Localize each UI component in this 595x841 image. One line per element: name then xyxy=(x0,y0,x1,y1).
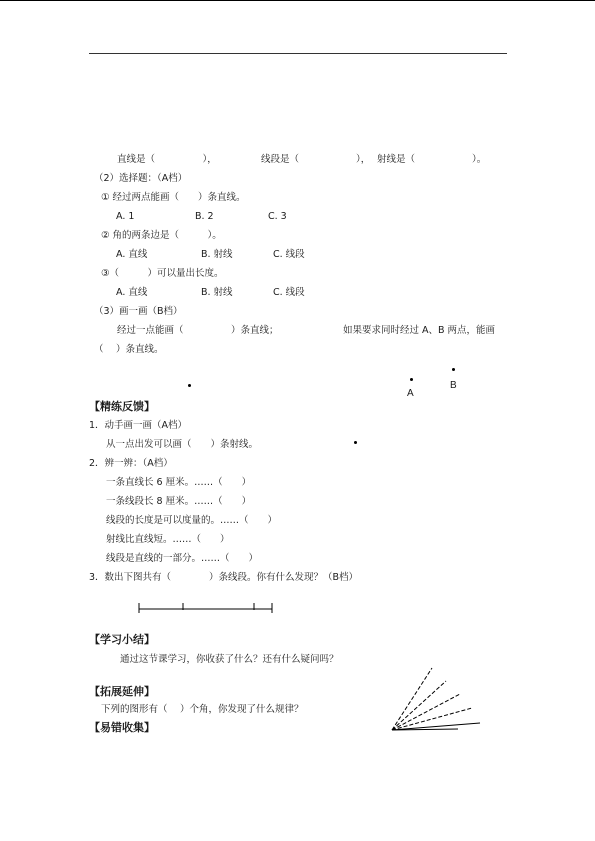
practice-item-1-title: 1．动手画一画（A档） xyxy=(89,420,188,431)
segment-count-figure xyxy=(136,600,276,614)
practice-heading: 【精练反馈】 xyxy=(89,400,155,413)
choice-3-option-b: B. 射线 xyxy=(201,287,233,298)
ray-origin-dot xyxy=(354,441,357,444)
practice-item-2-title: 2．辨一辨：（A档） xyxy=(89,458,173,469)
choice-section-title: （2）选择题：（A档） xyxy=(94,173,188,184)
summary-text: 通过这节课学习，你收获了什么？还有什么疑问吗？ xyxy=(120,654,339,665)
choice-2-option-c: C. 线段 xyxy=(273,249,305,260)
draw-section-title: （3）画一画（B档） xyxy=(94,306,183,317)
choice-question-1: ① 经过两点能画（ ）条直线。 xyxy=(101,192,246,203)
practice-item-1-text: 从一点出发可以画（ ）条射线。 xyxy=(106,439,259,450)
choice-1-option-b: B. 2 xyxy=(195,211,214,222)
point-a-label: A xyxy=(407,388,414,399)
single-point-dot xyxy=(188,384,191,387)
header-rule xyxy=(89,53,507,54)
ray-definition-blank: 射线是（ ）。 xyxy=(377,154,487,165)
line-definition-blank: 直线是（ ）， xyxy=(117,154,217,165)
choice-1-option-a: A. 1 xyxy=(116,211,135,222)
choice-2-option-a: A. 直线 xyxy=(116,249,148,260)
point-b-label: B xyxy=(450,380,457,391)
draw-lines-through-one-point: 经过一点能画（ ）条直线； xyxy=(117,325,279,336)
practice-item-3: 3．数出下图共有（ ）条线段。你有什么发现？（B档） xyxy=(89,572,359,583)
draw-lines-through-a-b: 如果要求同时经过 A、B 两点，能画 xyxy=(343,325,496,336)
judgment-3: 线段的长度是可以度量的。……（ ） xyxy=(106,515,278,526)
judgment-4: 射线比直线短。……（ ） xyxy=(106,534,230,545)
extension-heading: 【拓展延伸】 xyxy=(89,685,155,698)
choice-question-2: ② 角的两条边是（ ）。 xyxy=(101,230,222,241)
draw-lines-through-a-b-blank: （ ）条直线。 xyxy=(94,344,164,355)
choice-3-option-a: A. 直线 xyxy=(116,287,148,298)
summary-heading: 【学习小结】 xyxy=(89,633,155,646)
errors-heading: 【易错收集】 xyxy=(89,721,155,734)
choice-2-option-b: B. 射线 xyxy=(201,249,233,260)
choice-3-option-c: C. 线段 xyxy=(273,287,305,298)
point-b-dot xyxy=(452,368,455,371)
angle-rays-figure xyxy=(390,666,486,732)
point-a-dot xyxy=(410,378,413,381)
page-top-border xyxy=(0,0,595,1)
choice-1-option-c: C. 3 xyxy=(268,211,287,222)
segment-definition-blank: 线段是（ ）， xyxy=(261,154,371,165)
judgment-5: 线段是直线的一部分。……（ ） xyxy=(106,553,259,564)
judgment-2: 一条线段长 8 厘米。……（ ） xyxy=(106,496,252,507)
judgment-1: 一条直线长 6 厘米。……（ ） xyxy=(106,477,252,488)
choice-question-3: ③（ ）可以量出长度。 xyxy=(101,268,224,279)
extension-text: 下列的图形有（ ）个角，你发现了什么规律？ xyxy=(101,704,304,715)
